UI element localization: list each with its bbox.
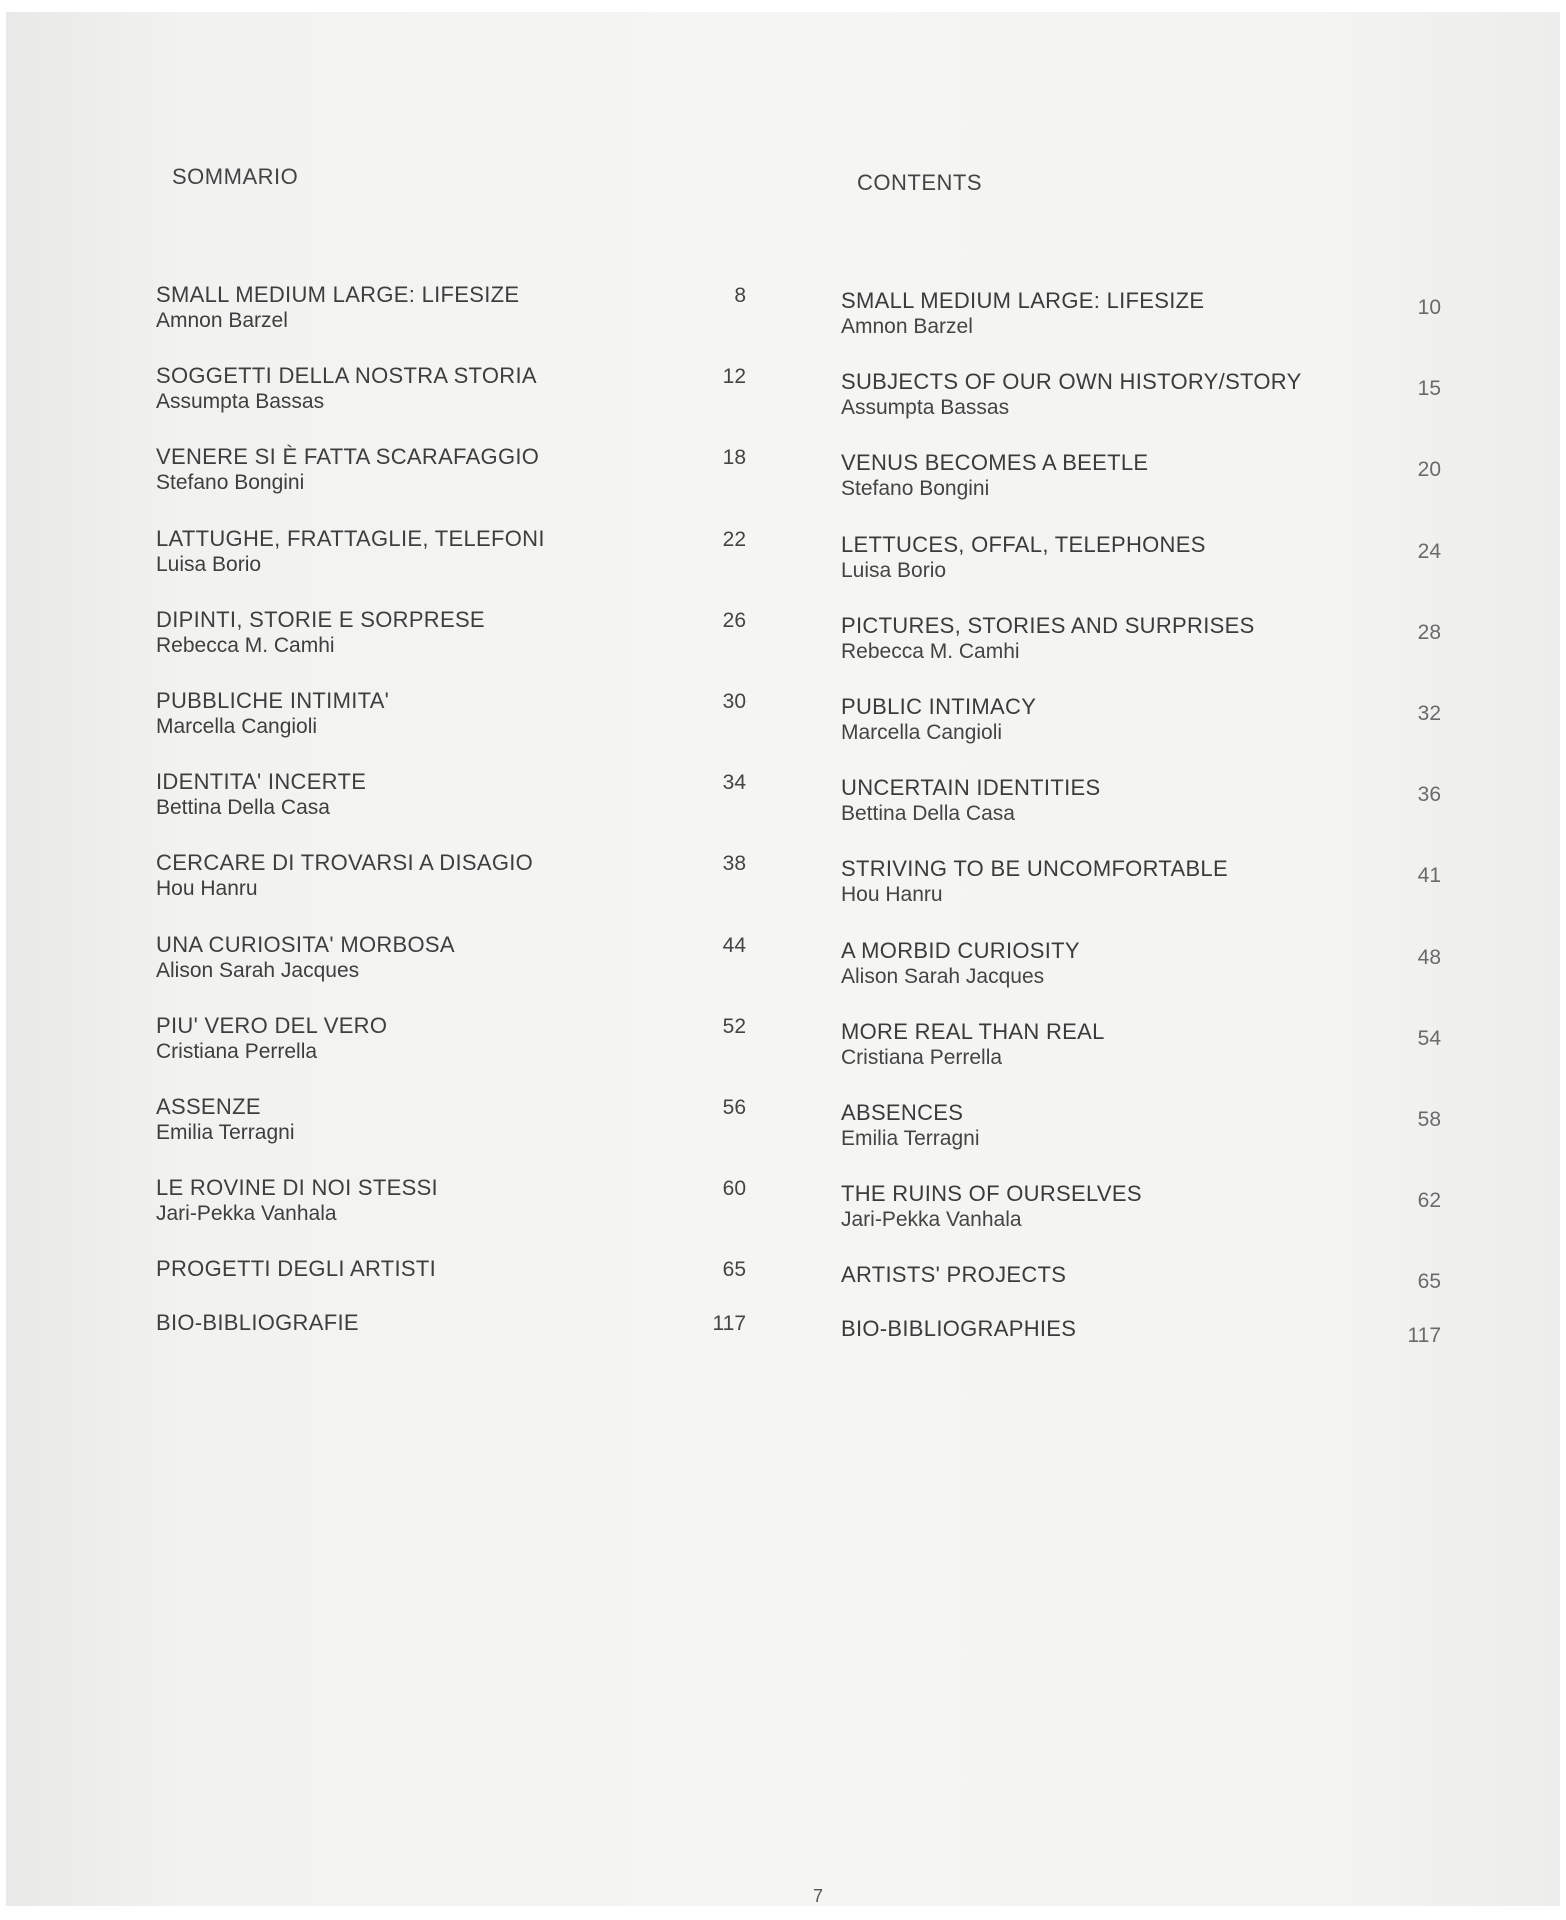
toc-entry — [841, 775, 1441, 845]
toc-entry — [156, 363, 746, 433]
entry-page-number: 41 — [1417, 864, 1441, 888]
toc-entry — [156, 850, 746, 920]
entry-page-number: 58 — [1417, 1108, 1441, 1131]
entry-page-number: 32 — [1417, 702, 1441, 725]
entry-page-number: 56 — [722, 1096, 746, 1119]
entry-title: BIO-BIBLIOGRAFIE — [156, 1310, 359, 1336]
entry-page-number: 38 — [722, 852, 746, 876]
entry-author: Amnon Barzel — [156, 309, 288, 332]
entry-title: VENERE SI È FATTA SCARAFAGGIO — [156, 444, 540, 470]
entry-title: A MORBID CURIOSITY — [841, 937, 1080, 963]
toc-entry — [841, 1100, 1441, 1170]
entry-author: Jari-Pekka Vanhala — [841, 1208, 1022, 1232]
toc-entry — [841, 938, 1441, 1008]
entry-title: UNCERTAIN IDENTITIES — [841, 775, 1101, 801]
entry-title: LE ROVINE DI NOI STESSI — [156, 1175, 438, 1201]
entry-page-number: 15 — [1417, 377, 1441, 401]
entry-title: VENUS BECOMES A BEETLE — [841, 450, 1149, 476]
entry-page-number: 28 — [1417, 620, 1441, 644]
entry-title: PIU' VERO DEL VERO — [156, 1012, 388, 1038]
entry-page-number: 48 — [1417, 945, 1441, 969]
toc-entry — [156, 769, 746, 839]
toc-entry — [156, 526, 746, 596]
entry-page-number: 60 — [722, 1177, 746, 1201]
entry-title: STRIVING TO BE UNCOMFORTABLE — [841, 856, 1228, 882]
entry-page-number: 36 — [1417, 783, 1441, 807]
document-page — [6, 12, 1560, 1906]
entry-page-number: 117 — [1407, 1324, 1441, 1348]
entry-title: DIPINTI, STORIE E SORPRESE — [156, 606, 485, 632]
entry-author: Stefano Bongini — [156, 471, 305, 495]
entry-author: Assumpta Bassas — [841, 396, 1010, 420]
entry-author: Marcella Cangioli — [841, 721, 1003, 744]
entry-page-number: 34 — [722, 771, 746, 795]
toc-entry — [841, 1181, 1441, 1251]
entry-author: Jari-Pekka Vanhala — [156, 1202, 337, 1226]
toc-entry — [841, 694, 1441, 764]
entry-page-number: 26 — [722, 608, 746, 632]
english-heading: CONTENTS — [857, 170, 982, 195]
entry-title: IDENTITA' INCERTE — [156, 769, 367, 795]
entry-page-number: 44 — [722, 933, 746, 957]
entry-page-number: 12 — [722, 365, 746, 389]
entry-title: ASSENZE — [156, 1094, 261, 1119]
entry-page-number: 117 — [712, 1312, 746, 1336]
entry-author: Assumpta Bassas — [156, 390, 325, 414]
toc-entry — [841, 288, 1441, 358]
entry-author: Amnon Barzel — [841, 315, 973, 338]
entry-page-number: 8 — [734, 284, 746, 307]
entry-title: SOGGETTI DELLA NOSTRA STORIA — [156, 363, 537, 389]
toc-entry — [156, 1310, 746, 1380]
entry-author: Bettina Della Casa — [841, 802, 1015, 826]
page-number: 7 — [813, 1886, 824, 1906]
toc-entry — [156, 444, 746, 514]
entry-page-number: 20 — [1417, 458, 1441, 482]
toc-entry — [841, 613, 1441, 683]
entry-author: Emilia Terragni — [156, 1121, 295, 1144]
toc-entry — [156, 1013, 746, 1083]
entry-title: MORE REAL THAN REAL — [841, 1018, 1105, 1044]
entry-author: Hou Hanru — [156, 877, 258, 901]
entry-page-number: 65 — [722, 1258, 746, 1282]
entry-page-number: 52 — [722, 1014, 746, 1038]
entry-author: Emilia Terragni — [841, 1127, 980, 1150]
toc-entry — [841, 1316, 1441, 1386]
toc-entry — [156, 282, 746, 352]
entry-title: CERCARE DI TROVARSI A DISAGIO — [156, 850, 534, 876]
entry-author: Luisa Borio — [156, 552, 262, 576]
italian-heading: SOMMARIO — [172, 164, 299, 189]
entry-title: UNA CURIOSITA' MORBOSA — [156, 931, 455, 957]
entry-page-number: 24 — [1417, 539, 1441, 563]
entry-page-number: 18 — [722, 446, 746, 470]
entry-title: BIO-BIBLIOGRAPHIES — [841, 1316, 1077, 1342]
entry-author: Luisa Borio — [841, 558, 947, 582]
entry-page-number: 62 — [1417, 1189, 1441, 1213]
toc-entry — [841, 369, 1441, 439]
entry-author: Cristiana Perrella — [156, 1039, 318, 1063]
entry-title: SMALL MEDIUM LARGE: LIFESIZE — [156, 282, 520, 307]
entry-title: ARTISTS' PROJECTS — [841, 1262, 1067, 1288]
entry-author: Hou Hanru — [841, 883, 943, 907]
entry-title: PUBBLICHE INTIMITA' — [156, 688, 390, 713]
entry-author: Rebecca M. Camhi — [841, 639, 1020, 663]
entry-page-number: 10 — [1417, 296, 1441, 319]
entry-title: PROGETTI DEGLI ARTISTI — [156, 1256, 437, 1282]
entry-author: Marcella Cangioli — [156, 715, 318, 738]
entry-page-number: 30 — [722, 690, 746, 713]
entry-title: PICTURES, STORIES AND SURPRISES — [841, 612, 1255, 638]
entry-title: SMALL MEDIUM LARGE: LIFESIZE — [841, 288, 1205, 313]
toc-entry — [156, 1175, 746, 1245]
entry-page-number: 54 — [1417, 1026, 1441, 1050]
toc-entry — [841, 532, 1441, 602]
entry-page-number: 22 — [722, 527, 746, 551]
toc-entry — [156, 1094, 746, 1164]
entry-page-number: 65 — [1417, 1270, 1441, 1294]
entry-author: Alison Sarah Jacques — [156, 958, 360, 982]
entry-author: Alison Sarah Jacques — [841, 964, 1045, 988]
entry-title: LATTUGHE, FRATTAGLIE, TELEFONI — [156, 525, 545, 551]
toc-entry — [841, 1019, 1441, 1089]
entry-title: SUBJECTS OF OUR OWN HISTORY/STORY — [841, 369, 1302, 395]
entry-title: LETTUCES, OFFAL, TELEPHONES — [841, 531, 1206, 557]
entry-title: ABSENCES — [841, 1100, 964, 1125]
toc-entry — [156, 607, 746, 677]
entry-author: Bettina Della Casa — [156, 796, 330, 820]
entry-author: Rebecca M. Camhi — [156, 633, 335, 657]
toc-entry — [841, 450, 1441, 520]
toc-entry — [156, 688, 746, 758]
entry-author: Cristiana Perrella — [841, 1045, 1003, 1069]
entry-author: Stefano Bongini — [841, 477, 990, 501]
entry-title: THE RUINS OF OURSELVES — [841, 1181, 1142, 1207]
entry-title: PUBLIC INTIMACY — [841, 694, 1037, 719]
toc-entry — [156, 932, 746, 1002]
toc-entry — [841, 856, 1441, 926]
